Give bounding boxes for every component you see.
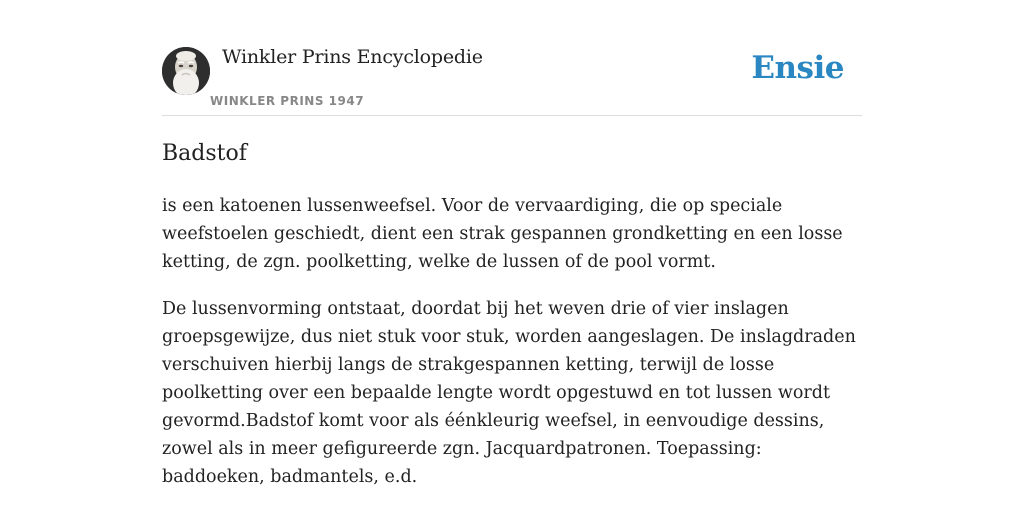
entry-title: Badstof	[162, 141, 247, 166]
paragraph: is een katoenen lussenweefsel. Voor de vervaardiging, die op speciale weefstoelen geschiedt, dient een strak gespannen grondketting en een losse ketting, de zgn. poolketting, welke de lussen of de pool vormt.	[162, 196, 843, 272]
source-subtitle[interactable]: WINKLER PRINS 1947	[210, 94, 365, 108]
paragraph: De lussenvorming ontstaat, doordat bij het weven drie of vier inslagen groepsgewijze, dus niet stuk voor stuk, worden aangeslagen. De inslagdraden verschuiven hierbij langs de strakgespannen ketting, terwijl de losse poolketting over een bepaalde lengte wordt opgestuwd en tot lussen wordt gevormd.Badstof komt voor als éénkleurig weefsel, in eenvoudige dessins, zowel als in meer gefigureerde zgn. Jacquardpatronen. Toepassing: baddoeken, badmantels, e.d.	[162, 299, 856, 487]
source-header	[162, 44, 862, 116]
source-title[interactable]: Winkler Prins Encyclopedie	[222, 46, 483, 68]
author-avatar[interactable]	[162, 47, 210, 95]
portrait-image	[162, 47, 210, 95]
entry-content	[162, 192, 862, 510]
brand-logo[interactable]: Ensie	[751, 50, 844, 86]
